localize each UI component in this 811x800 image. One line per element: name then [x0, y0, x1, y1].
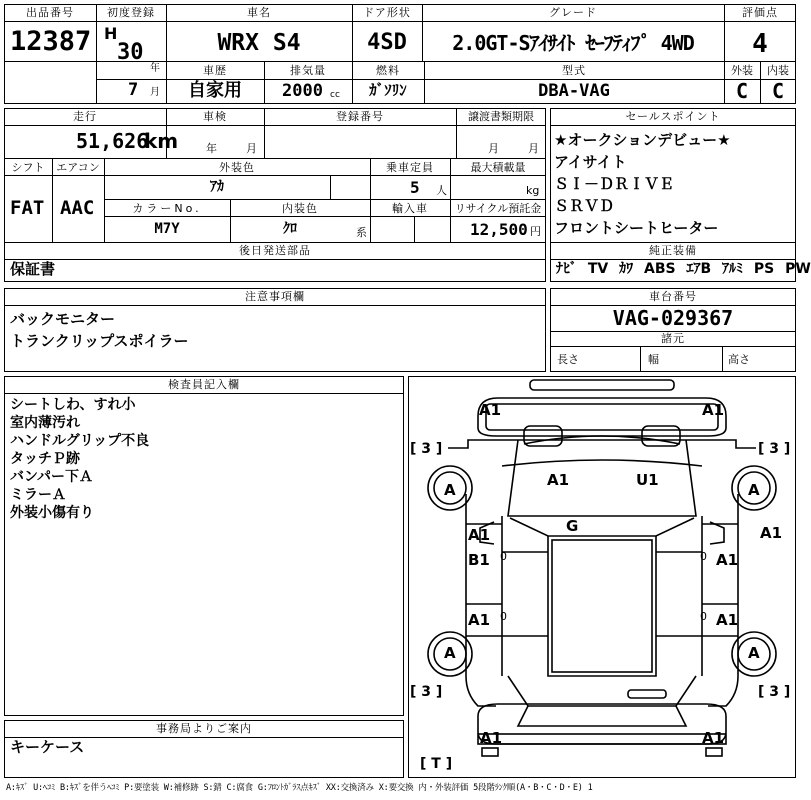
first-reg-label: 初度登録 — [107, 6, 155, 19]
genuine-item: ﾅﾋﾞ — [556, 261, 577, 277]
aircon-label: エアコン — [56, 161, 100, 174]
aircon-value: AAC — [60, 197, 95, 219]
ext-color-label: 外装色 — [219, 161, 255, 174]
transfer-day-unit: 月 — [528, 142, 539, 155]
mark-right-rear-door: A1 — [716, 611, 739, 629]
sales-point-item: アイサイト — [554, 153, 627, 171]
capacity-unit: 人 — [436, 184, 447, 197]
inspector-label: 検査員記入欄 — [168, 378, 240, 391]
later-parts-label: 後日発送部品 — [239, 244, 311, 257]
office-value: キーケース — [10, 738, 85, 756]
genuine-item: ｶﾜ — [619, 261, 634, 277]
mark-wheel-fl: A — [444, 481, 456, 499]
reg-no-label: 登録番号 — [336, 110, 384, 123]
fuel-value: ｶﾞｿﾘﾝ — [369, 81, 407, 99]
sales-point-item: ★オークションデビュー★ — [554, 131, 731, 149]
genuine-items — [556, 262, 811, 276]
int-color-unit: 系 — [356, 226, 367, 239]
mark-zero-l2: 0 — [500, 610, 507, 623]
mark-rear-left: A1 — [480, 729, 503, 747]
genuine-item: ｱﾙﾐ — [722, 261, 744, 277]
inspector-item: シートしわ、すれ小 — [10, 397, 136, 413]
mark-trunk: [ T ] — [420, 756, 453, 772]
mark-zero-l1: 0 — [500, 550, 507, 563]
sales-points-label: セールスポイント — [625, 110, 721, 123]
mileage-value: 51,626 — [76, 129, 149, 153]
legend: A:ｷｽﾞ U:ﾍｺﾐ B:ｷｽﾞを伴うﾍｺﾐ P:要塗装 W:補修跡 S:錆 C:腐食 G:ﾌﾛﾝﾄｶﾞﾗｽ点ｷｽﾞ XX:交換済み X:要交換 内・外装評価 5段階ﾗﾝｸ順(A・B・C・D・E) 1 — [6, 783, 593, 793]
mileage-unit: km — [144, 129, 179, 153]
mark-right-fender: A1 — [760, 524, 783, 542]
recycle-label: リサイクル預託金 — [454, 202, 542, 215]
model-code-value: DBA-VAG — [538, 81, 610, 101]
inspection-month-unit: 月 — [246, 142, 257, 155]
recycle-value: 12,500 — [470, 220, 528, 239]
car-name-label: 車名 — [247, 6, 271, 19]
color-no-value: M7Y — [154, 221, 180, 237]
inspector-item: タッチＰ跡 — [10, 451, 80, 467]
int-color-label: 内装色 — [282, 202, 318, 215]
capacity-value: 5 — [410, 178, 420, 197]
displacement-value: 2000 — [282, 81, 323, 101]
note-item: バックモニター — [10, 310, 116, 328]
mark-hood-left: A1 — [547, 471, 570, 489]
dims-label: 諸元 — [661, 332, 685, 345]
door-value: 4SD — [367, 30, 407, 55]
year-value: 30 — [117, 40, 144, 65]
era-value: H — [104, 24, 118, 43]
exterior-label: 外装 — [731, 64, 753, 77]
genuine-label: 純正装備 — [649, 244, 697, 257]
inspector-item: ハンドルグリップ不良 — [10, 433, 150, 449]
mark-right-front-door: A1 — [716, 551, 739, 569]
chassis-label: 車台番号 — [649, 290, 697, 303]
notes-label: 注意事項欄 — [245, 290, 305, 303]
mark-wheel-rl: A — [444, 644, 456, 662]
note-item: トランクリップスポイラー — [10, 332, 189, 350]
inspector-item: 室内薄汚れ — [10, 415, 80, 431]
mark-wheel-fr: A — [748, 481, 760, 499]
lot-no-label: 出品番号 — [26, 6, 74, 19]
interior-value: C — [771, 79, 785, 103]
exterior-value: C — [735, 79, 749, 103]
score-label: 評価点 — [742, 6, 778, 19]
car-diagram — [408, 376, 796, 778]
genuine-item: TV — [587, 261, 609, 277]
mark-windshield: G — [566, 517, 579, 535]
mark-left-front-door: A1 — [468, 526, 491, 544]
color-no-label: カラーNo. — [132, 202, 202, 215]
shift-value: FAT — [10, 197, 45, 219]
sales-points-list — [554, 129, 731, 239]
mark-hood-right: U1 — [636, 471, 659, 489]
displacement-label: 排気量 — [290, 64, 326, 77]
lot-no-value: 12387 — [10, 26, 92, 57]
inspection-year-unit: 年 — [206, 142, 217, 155]
mark-tire-rr: [ 3 ] — [758, 684, 791, 700]
mark-left-rear-door: A1 — [468, 611, 491, 629]
mark-front-right: A1 — [702, 401, 725, 419]
mark-tire-fl: [ 3 ] — [410, 441, 443, 457]
year-unit: 年 — [150, 63, 160, 74]
door-label: ドア形状 — [363, 6, 411, 19]
model-code-label: 型式 — [562, 64, 586, 77]
load-unit: kg — [526, 184, 540, 197]
mark-tire-fr: [ 3 ] — [758, 441, 791, 457]
max-load-label: 最大積載量 — [470, 161, 526, 174]
sales-point-item: ＳＲＶＤ — [554, 197, 615, 215]
fuel-label: 燃料 — [376, 64, 400, 77]
height-label: 高さ — [728, 353, 750, 366]
recycle-unit: 円 — [530, 225, 541, 238]
history-label: 車歴 — [203, 64, 227, 77]
car-name-value: WRX S4 — [217, 30, 301, 56]
mileage-label: 走行 — [73, 110, 97, 123]
genuine-item: PS — [753, 261, 775, 277]
genuine-item: ABS — [644, 261, 676, 277]
mark-front-left: A1 — [479, 401, 502, 419]
width-label: 幅 — [648, 353, 659, 366]
month-unit: 月 — [150, 87, 160, 98]
chassis-value: VAG-029367 — [612, 306, 734, 330]
import-label: 輸入車 — [392, 202, 428, 215]
month-value: 7 — [128, 80, 139, 100]
length-label: 長さ — [557, 353, 579, 366]
genuine-item: PW — [785, 261, 811, 277]
notes-list — [10, 308, 189, 352]
mark-wheel-rr: A — [748, 644, 760, 662]
genuine-item: ｴｱB — [686, 261, 712, 277]
grade-value: 2.0GT-Sｱｲｻｲﾄ ｾｰﾌﾃｨﾌﾟ 4WD — [452, 31, 694, 55]
inspector-list — [10, 396, 149, 522]
mark-left-front-door-2: B1 — [468, 551, 490, 569]
displacement-unit: cc — [330, 90, 340, 100]
ext-color-value: ｱｶ — [210, 179, 224, 195]
transfer-label: 譲渡書類期限 — [468, 110, 534, 123]
mark-tire-rl: [ 3 ] — [410, 684, 443, 700]
int-color-value: ｸﾛ — [283, 221, 297, 237]
inspector-item: バンパー下Ａ — [10, 469, 94, 485]
shift-label: シフト — [11, 161, 45, 174]
interior-label: 内装 — [767, 64, 789, 77]
score-value: 4 — [752, 29, 768, 59]
history-value: 自家用 — [188, 80, 242, 101]
mark-zero-r2: 0 — [700, 610, 707, 623]
transfer-month-unit: 月 — [488, 142, 499, 155]
capacity-label: 乗車定員 — [386, 161, 434, 174]
inspector-item: 外装小傷有り — [10, 505, 94, 521]
inspection-label: 車検 — [203, 110, 227, 123]
inspector-item: ミラーＡ — [10, 487, 66, 503]
grade-label: グレード — [549, 6, 597, 19]
mark-zero-r1: 0 — [700, 550, 707, 563]
sales-point-item: フロントシートヒーター — [554, 219, 719, 237]
mark-rear-right: A1 — [702, 729, 725, 747]
later-parts-value: 保証書 — [10, 260, 56, 278]
office-label: 事務局よりご案内 — [156, 722, 252, 735]
sales-point-item: ＳＩ－ＤＲＩＶＥ — [554, 175, 675, 193]
